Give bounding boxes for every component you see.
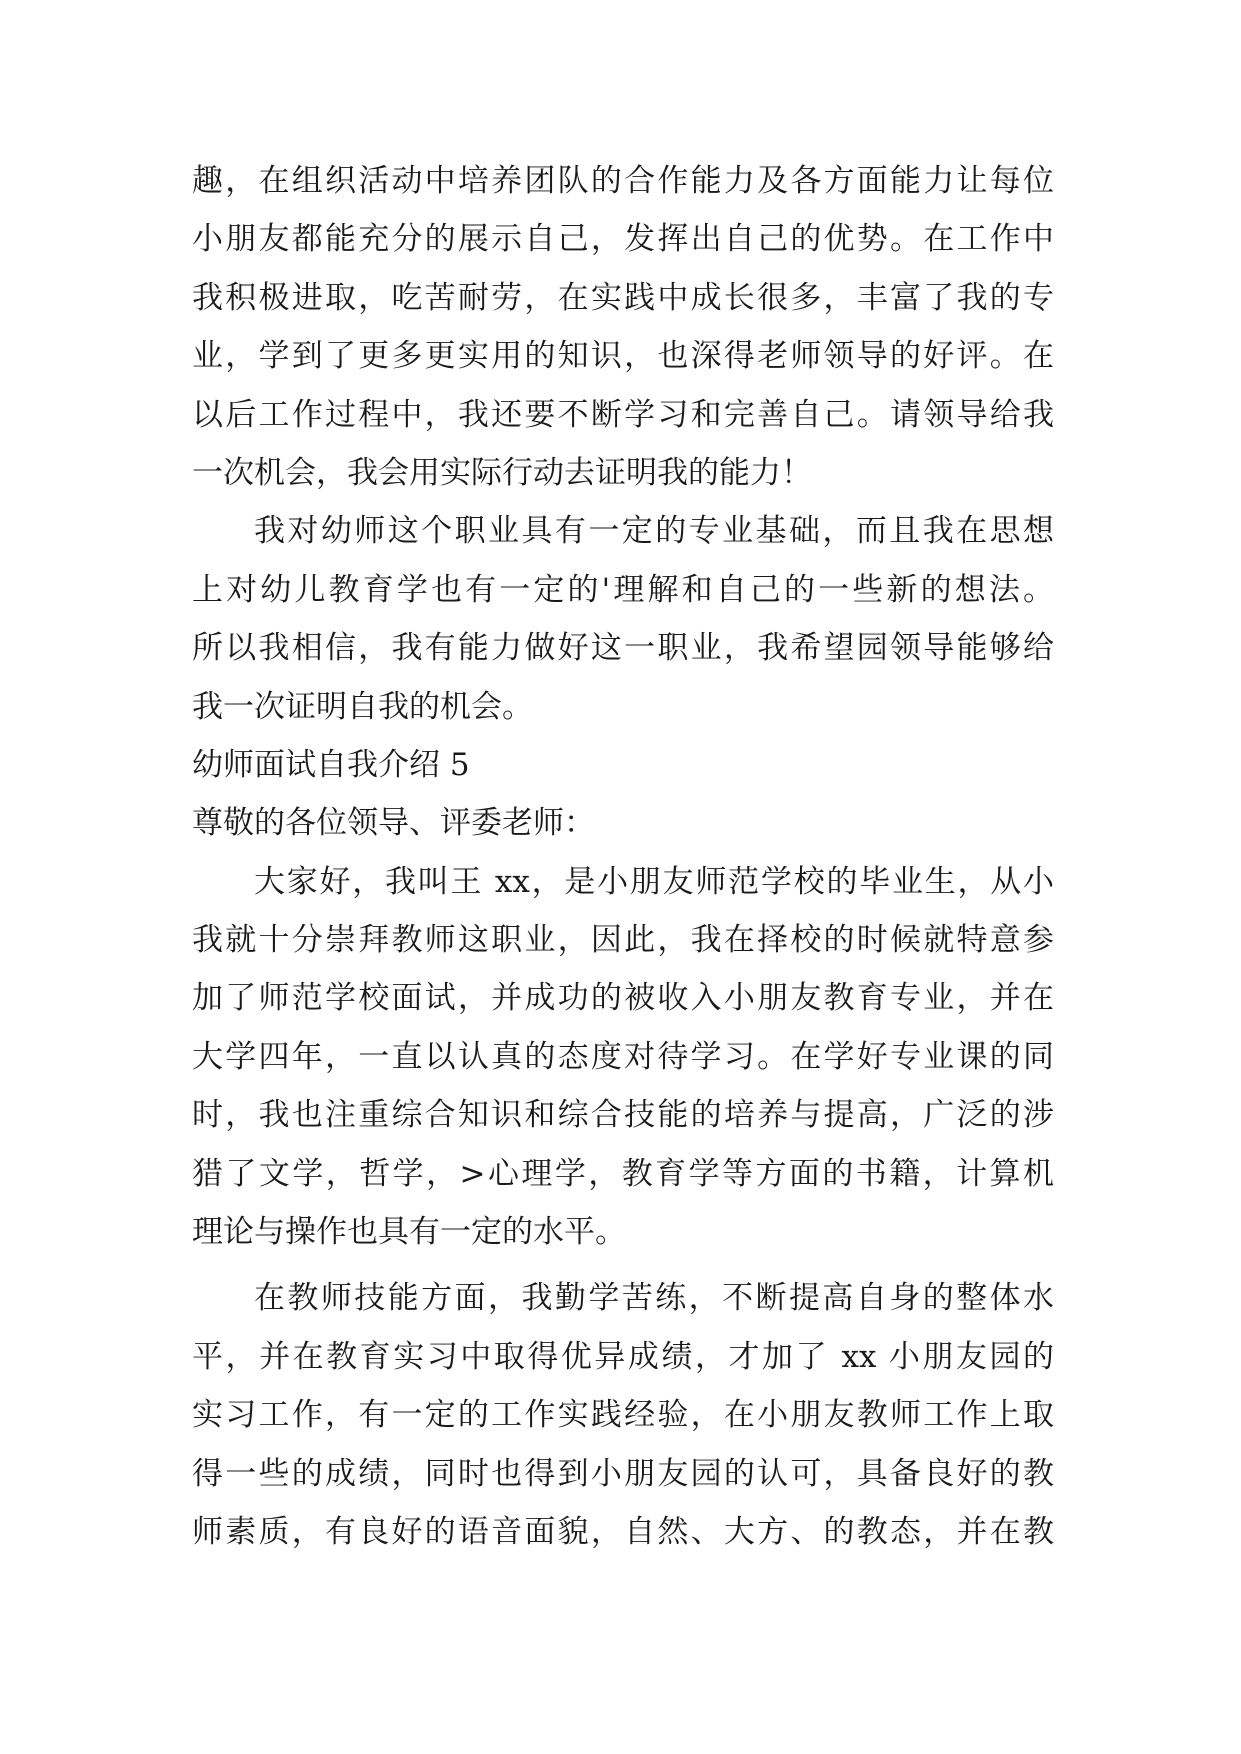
text-line: 上对幼儿教育学也有一定的'理解和自己的一些新的想法。 — [192, 571, 1054, 608]
text-line: 加了师范学校面试，并成功的被收入小朋友教育专业，并在 — [192, 980, 1054, 1017]
text-line: 得一些的成绩，同时也得到小朋友园的认可，具备良好的教 — [192, 1455, 1054, 1492]
text-line: 趣，在组织活动中培养团队的合作能力及各方面能力让每位 — [192, 163, 1054, 199]
document-body — [192, 152, 1054, 1561]
text-line: 猎了文学，哲学，>心理学，教育学等方面的书籍，计算机 — [192, 1155, 1054, 1192]
text-line: 理论与操作也具有一定的水平。 — [192, 1214, 626, 1251]
text-line: 以后工作过程中，我还要不断学习和完善自己。请领导给我 — [192, 396, 1054, 433]
salutation: 尊敬的各位领导、评委老师： — [192, 805, 595, 842]
text-line: 平，并在教育实习中取得优异成绩，才加了 xx 小朋友园的 — [192, 1338, 1054, 1375]
text-line: 师素质，有良好的语音面貌，自然、大方、的教态，并在教 — [192, 1513, 1054, 1550]
text-line: 我就十分崇拜教师这职业，因此，我在择校的时候就特意参 — [192, 922, 1054, 959]
text-line: 大学四年，一直以认真的态度对待学习。在学好专业课的同 — [192, 1038, 1054, 1075]
text-line: 大家好，我叫王 xx，是小朋友师范学校的毕业生，从小 — [254, 863, 1054, 900]
text-line: 小朋友都能充分的展示自己，发挥出自己的优势。在工作中 — [192, 221, 1054, 258]
text-line: 时，我也注重综合知识和综合技能的培养与提高，广泛的涉 — [192, 1097, 1054, 1134]
text-line: 我一次证明自我的机会。 — [192, 688, 533, 725]
text-line: 我积极进取，吃苦耐劳，在实践中成长很多，丰富了我的专 — [192, 279, 1054, 316]
text-line: 业，学到了更多更实用的知识，也深得老师领导的好评。在 — [192, 338, 1054, 375]
text-line: 一次机会，我会用实际行动去证明我的能力！ — [192, 454, 812, 491]
text-line: 实习工作，有一定的工作实践经验，在小朋友教师工作上取 — [192, 1397, 1054, 1434]
section-heading: 幼师面试自我介绍 5 — [192, 746, 470, 783]
text-line: 我对幼师这个职业具有一定的专业基础，而且我在思想 — [254, 513, 1054, 550]
text-line: 在教师技能方面，我勤学苦练，不断提高自身的整体水 — [254, 1280, 1054, 1317]
text-line: 所以我相信，我有能力做好这一职业，我希望园领导能够给 — [192, 630, 1054, 667]
